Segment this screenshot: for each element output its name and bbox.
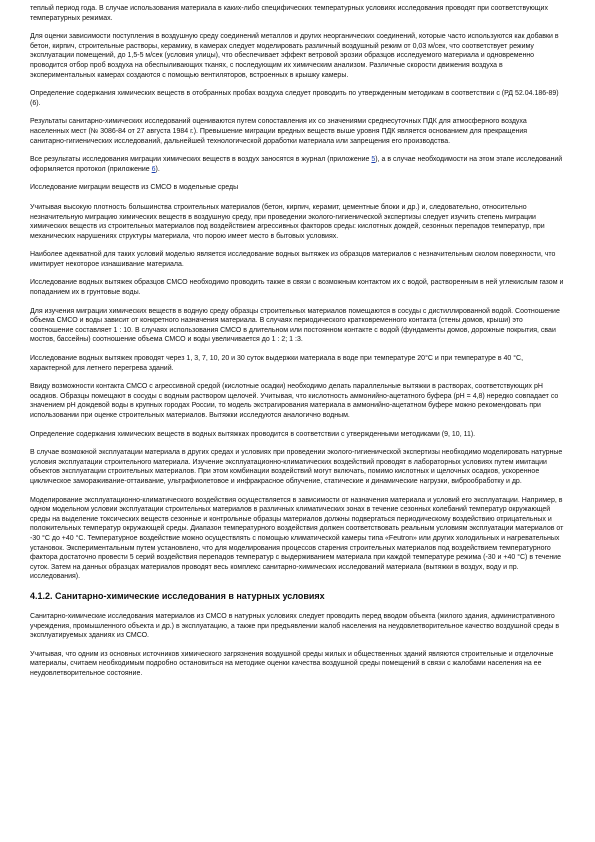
paragraph: Учитывая высокую плотность большинства строительных материалов (бетон, кирпич, керамит, цементные блоки и др.) и, следовательно, относительно незначительную миграцию химических веществ в воздушную среду, при проведении эколого-гигиенической экспертизы следует изучить степень миграции химических веществ из строительных материалов под воздействием агрессивных факторов среды: кислотных дождей, сезонных перепадов температур, при механических нарушениях структуры материала, что порою имеет место в бытовых условиях.: [30, 203, 545, 240]
paragraph: Для оценки зависимости поступления в воздушную среду соединений металлов и других неорганических соединений, которые часто используются как добавки в бетон, кирпич, строительные растворы, керамику, в камерах следует моделировать различный воздушный режим от 0,03 м/сек, что соответствует режиму эксплуатации помещений, до 1,5-5 м/сек (условия улицы), что обеспечивает эффект ветровой эрозии образцов исследуемого материала и одновременно проводится отбор проб воздуха на обеспыливающих тканях, с последующим их химическим анализом. Различные скорости движения воздуха в экспериментальных камерах создаются с помощью вентиляторов, встроенных в крышку камеры.: [30, 33, 559, 79]
paragraph: Исследование водных вытяжек образцов СМСО необходимо проводить также в связи с возможным контактом их с водой, растворенным в ней углекислым газом и попаданием их в грунтовые воды.: [30, 279, 564, 297]
paragraph: Определение содержания химических веществ в водных вытяжках проводится в соответствии с утвержденными методиками (9, 10, 11).: [30, 430, 476, 438]
paragraph-with-links: [30, 155, 565, 174]
paragraph: Для изучения миграции химических веществ в водную среду образцы строительных материалов помещаются в сосуды с дистиллированной водой. Соотношение объема СМСО и воды зависит от конкретного назначения материала. В случаях периодического кратковременного контакта (стены домов, крыши) это соотношение составляет 1 : 10. В случаях использования СМСО в длительном или постоянном контакте с водой (фундаменты домов, дорожные покрытия, сваи мостов, бассейны) соотношение объема СМСО и воды увеличивается до 1 : 2; 1 :3.: [30, 307, 560, 344]
paragraph: теплый период года. В случае использования материала в каких-либо специфических температурных условиях исследования проводят при соответствующих температурных режимах.: [30, 5, 548, 22]
paragraph: Исследование водных вытяжек проводят через 1, 3, 7, 10, 20 и 30 суток выдержки материала в воде при температуре 20°С и при температуре в 40 °С, характерной для летнего перегрева зданий.: [30, 355, 524, 372]
text-run: ).: [155, 165, 160, 173]
text-run: Все результаты исследования миграции химических веществ в воздух заносятся в журнал (приложение: [30, 156, 372, 164]
appendix-5-link[interactable]: 5: [371, 156, 376, 164]
section-heading: Исследование миграции веществ из СМСО в модельные среды: [30, 184, 239, 192]
paragraph: Учитывая, что одним из основных источников химического загрязнения воздушной среды жилых и общественных зданий являются строительные и отделочные материалы, считаем необходимым подробно остановиться на методике оценки качества воздушной среды помещений в связи с жалобами населения на ее неудовлетворительное состояние.: [30, 650, 554, 677]
paragraph: В случае возможной эксплуатации материала в других средах и условиях при проведении эколого-гигиенической экспертизы необходимо моделировать натурные условия эксплуатации строительного материала. Изучение эксплуатационно-климатических воздействий проводят в лабораторных условиях путем имитации объектов эксплуатации строительных материалов. При этом комбинации воздействий могут включать, помимо кислотных и щелочных осадков, ускоренное циклическое замораживание-оттаивание, ультрафиолетовое и инфракрасное облучение, статические и динамические нагрузки, виброобработку и др.: [30, 449, 563, 485]
section-heading-4-1-2: 4.1.2. Санитарно-химические исследования в натурных условиях: [30, 590, 325, 601]
paragraph: Ввиду возможности контакта СМСО с агрессивной средой (кислотные осадки) необходимо делать параллельные вытяжки в растворах, соответствующих рН осадков. Образцы помещают в сосуды с водным раствором щелочей. Учитывая, что кислотность аммонийно-ацетатного буфера (рН = 4,8) нередко совпадает со значением рН дождевой воды в крупных городах России, то модель экстрагирования материала в аммонийно-ацетатном буфере можно рекомендовать при использовании при оценке строительных материалов. Вытяжки исследуются аналогично водным.: [30, 383, 559, 419]
paragraph: Наиболее адекватной для таких условий моделью является исследование водных вытяжек из образцов материалов с незначительным сколом поверхности, что имитирует некоторое изнашивание материала.: [30, 251, 556, 268]
paragraph: Санитарно-химические исследования материалов из СМСО в натурных условиях следует проводить перед вводом объекта (жилого здания, административного учреждения, промышленного объекта и др.) в эксплуатацию, а также при предъявлении жалоб населения на неудовлетворительное качество воздушной среды в эксплуатируемых зданиях из СМСО.: [30, 612, 560, 640]
text-run: ), а в случае необходимости на этом этапе исследований оформляется протокол (приложение: [30, 156, 563, 173]
paragraph: Определение содержания химических веществ в отобранных пробах воздуха следует проводить по утвержденным методикам в соответствии с (РД 52.04.186-89) (6).: [30, 90, 559, 107]
paragraph: Моделирование эксплуатационно-климатического воздействия осуществляется в зависимости от назначения материала и условий его эксплуатации. Например, в одном модельном условии эксплуатации строительных материалов в различных климатических зонах в течение сезонных колебаний температур окружающей среды на выделение токсических веществ сезонные и контрольные образцы материалов должны подвергаться периодическому воздействию отрицательных и положительных температур окружающей среды. Диапазон температурного воздействия должен соответствовать реальным условиям эксплуатации материалов от -30 °С до +40 °С. Температурное воздействие можно осуществлять с помощью климатической камеры типа «Feutron» или других холодильных и нагревательных установок. Экспериментальным путем установлено, что для моделирования процессов старения строительных материалов под воздействием температурного фактора достаточно провести 5 серий воздействия перепадов температур с выдерживанием материала при каждой температуре режима (-30 и +40 °С) в течение суток. Затем на данных образцах материалов проводят весь комплекс санитарно-химических исследований материала (вытяжки в воздух, воду и пр. исследования).: [30, 496, 564, 581]
paragraph: Результаты санитарно-химических исследований оцениваются путем сопоставления их со значениями среднесуточных ПДК для атмосферного воздуха населенных мест (№ 3086-84 от 27 августа 1984 г.). Превышение миграции вредных веществ выше уровня ПДК является основанием для прекращения санитарно-гигиенических исследований, дальнейшей технологической доработки материала или запрещения его производства.: [30, 118, 528, 145]
appendix-6-link[interactable]: 6: [151, 165, 156, 173]
